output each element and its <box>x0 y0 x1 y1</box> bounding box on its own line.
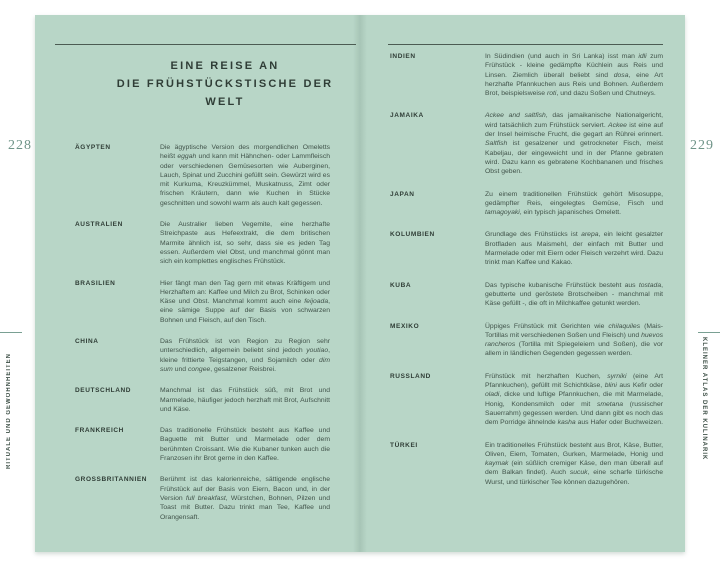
chapter-margin-label: RITUALE UND GEWOHNHEITEN <box>6 353 12 469</box>
page-title <box>105 57 345 111</box>
page-gutter-shadow <box>353 15 367 552</box>
country-label: TÜRKEI <box>390 441 418 449</box>
page-number-right: 229 <box>690 138 714 153</box>
left-page-entry-list <box>75 143 330 534</box>
country-description: Manchmal ist das Frühstück süß, mit Brot und Marmelade, häufiger jedoch herzhaft mit Brot, Aufschnitt und Käse. <box>160 387 330 413</box>
page-title-line1: EINE REISE AN <box>170 60 280 72</box>
country-description: Frühstück mit herzhaften Kuchen, syrniki (eine Art Pfannkuchen), gefüllt mit Schichtkäse, blini aus Kefir oder oladi, dicke und luftige Pfannkuchen, die mit Marmelade, Honig, Kondensmilch oder mit smetana (russischer Sauerrahm) gegessen werden. Und dann gibt es noch das dem Porridge ähnelnde kasha aus Hafer oder Buchweizen. <box>485 372 664 427</box>
country-label: CHINA <box>75 338 99 346</box>
country-entry <box>390 190 663 218</box>
country-description: Berühmt ist das kalorienreiche, sättigende englische Frühstück auf der Basis von Eiern, Bacon und, in der Version full breakfast, Würstchen, Bohnen, Pilzen und Toast mit Butter. Dazu trinkt man Tee, Kaffee und Orangensaft. <box>160 476 330 521</box>
country-description: Die Australier lieben Vegemite, eine herzhafte Streichpaste aus Hefeextrakt, die dem britischen Marmite ähnlich ist, so sehr, dass sie es jeden Tag essen. Außerdem viel Obst, und manchmal gönnt man sich ein komplettes englisches Frühstück. <box>160 221 330 266</box>
country-entry <box>75 279 330 325</box>
country-description: Ein traditionelles Frühstück besteht aus Brot, Käse, Butter, Oliven, Eiern, Tomaten, Gurken, Marmelade, Honig und kaymak (ein süßlich cremiger Käse, den man überall auf dem Balkan findet). Auch sucuk, eine scharfe türkische Wurst, und türkischer Tee können dazugehören. <box>485 441 663 486</box>
chapter-marker-line-right <box>698 332 720 333</box>
country-label: KUBA <box>390 281 412 289</box>
country-label: JAPAN <box>390 190 415 198</box>
country-entry <box>390 111 663 176</box>
page-number-left: 228 <box>8 138 32 153</box>
country-description: Die ägyptische Version des morgendlichen Omeletts heißt eggah und kann mit Hähnchen- oder Lammfleisch oder verschiedenen Gemüsesorten wie Auberginen, Lauch, Spinat und Zucchini gefüllt sein. Gewürzt wird es mit Kurkuma, Kreuzkümmel, Muskatnuss, Zimt oder frischen Kräutern, dann wie Kuchen in Stücke geschnitten und sowohl warm als auch kalt gegessen. <box>160 144 330 207</box>
country-label: ÄGYPTEN <box>75 144 111 151</box>
country-description: Ackee and saltfish, das jamaikanische Nationalgericht, wird tatsächlich zum Frühstück serviert. Ackee ist eine auf der Insel heimische Frucht, die gegart an Rührei erinnert. Saltfish ist gesalzener und getrockneter Fisch, meist Kabeljau, der eingeweicht und in der Pfanne gebraten wird. Dazu kann es gebratene Kochbananen und frisches Obst geben. <box>485 112 663 176</box>
country-entry <box>390 441 663 487</box>
country-entry <box>75 220 330 266</box>
country-label: KOLUMBIEN <box>390 231 435 239</box>
country-description: Üppiges Frühstück mit Gerichten wie chilaquiles (Mais-Tortillas mit verschiedenen Soßen und Fleisch) und huevos rancheros (Tortilla mit Spiegeleiern und Soßen), die vor allem in ländlichen Gegenden gegessen werden. <box>485 322 663 358</box>
country-label: JAMAIKA <box>390 112 424 120</box>
country-label: FRANKREICH <box>75 427 124 435</box>
country-entry <box>390 230 663 267</box>
country-entry <box>75 475 330 521</box>
left-page-top-rule <box>55 44 356 45</box>
country-description: Das Frühstück ist von Region zu Region sehr unterschiedlich, allgemein beliebt sind jedoch youtiao, kleine frittierte Teigstangen, und Sojamilch oder dim sum und congee, gesalzener Reisbrei. <box>160 338 330 373</box>
page-title-line2: DIE FRÜHSTÜCKSTISCHE DER WELT <box>116 78 334 108</box>
country-entry <box>390 281 663 309</box>
country-entry <box>75 337 330 374</box>
right-page-top-rule <box>388 44 663 45</box>
chapter-marker-line-left <box>0 332 22 333</box>
right-page-entry-list <box>390 52 663 500</box>
book-spread <box>35 15 685 552</box>
country-entry <box>75 143 330 208</box>
country-entry <box>75 386 330 414</box>
country-description: Das traditionelle Frühstück besteht aus Kaffee und Baguette mit Butter und Marmelade oder dem berühmten Croissant. Wie die Kubaner tunken auch die Franzosen ihr Brot gerne in den Kaffee. <box>160 427 330 463</box>
country-description: In Südindien (und auch in Sri Lanka) isst man idli zum Frühstück - kleine gedämpfte Küchlein aus Reis und Linsen. Ziemlich überall beliebt sind dosa, eine Art herzhafte Pfannkuchen aus Reis und Bohnen. Außerdem Brot, beispielsweise roti, und dazu Soßen und Chutneys. <box>485 53 663 98</box>
country-label: BRASILIEN <box>75 279 116 287</box>
country-label: MEXIKO <box>390 322 420 330</box>
country-description: Zu einem traditionellen Frühstück gehört Misosuppe, gedämpfter Reis, eingelegtes Gemüse, Fisch und tamagoyaki, ein typisch japanisches Omelett. <box>485 190 663 217</box>
country-entry <box>390 322 663 359</box>
country-description: Grundlage des Frühstücks ist arepa, ein leicht gesalzter Brotfladen aus Maismehl, der einfach mit Butter und Marmelade oder mit Eiern oder Fleisch verzehrt wird. Dazu trinkt man Kaffee und Kakao. <box>485 231 663 267</box>
country-description: Hier fängt man den Tag gern mit etwas Kräftigem und Herzhaftem an: Kaffee und Milch zu Brot, Schinken oder Käse und Obst. Manchmal kommt auch eine feijoada, eine sämige Suppe auf der Basis von schwarzen Bohnen und Fleisch, auf den Tisch. <box>160 279 330 324</box>
country-label: GROSSBRITANNIEN <box>75 476 148 484</box>
country-entry <box>390 372 663 428</box>
country-label: INDIEN <box>390 53 416 60</box>
country-description: Das typische kubanische Frühstück besteht aus tostada, gebutterte und geröstete Brotscheiben - manchmal mit Käse gefüllt -, die oft in Milchkaffee getunkt werden. <box>485 281 663 308</box>
country-label: AUSTRALIEN <box>75 221 123 229</box>
country-entry <box>390 52 663 98</box>
book-title-margin-label: KLEINER ATLAS DER KULINARIK <box>701 337 707 461</box>
country-entry <box>75 426 330 463</box>
country-label: RUSSLAND <box>390 372 431 380</box>
country-label: DEUTSCHLAND <box>75 387 132 395</box>
